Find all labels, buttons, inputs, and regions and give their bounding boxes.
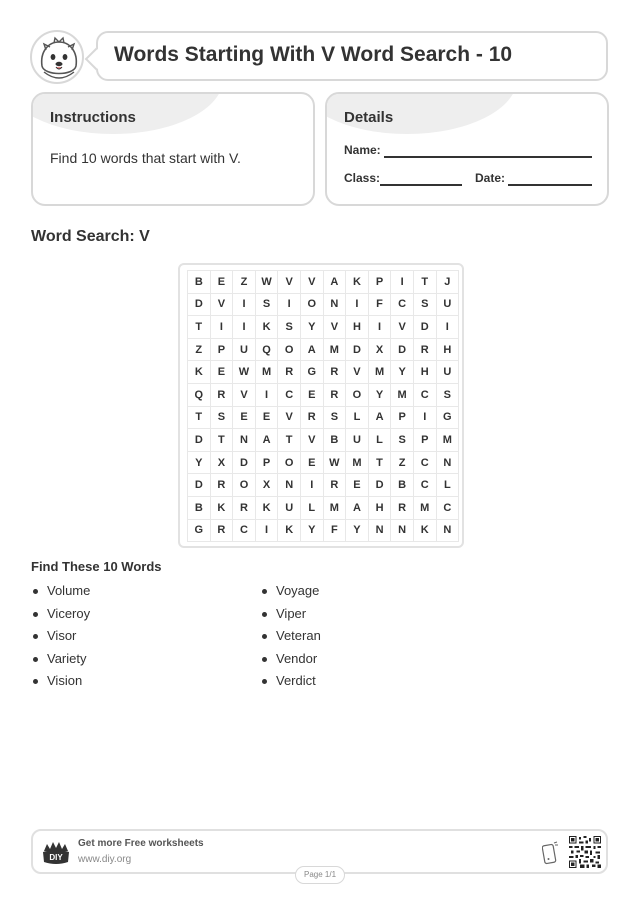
- grid-cell: G: [188, 520, 211, 543]
- word-list-column-2: [260, 583, 321, 696]
- word-item: Visor: [31, 628, 90, 651]
- grid-cell: S: [391, 429, 414, 452]
- grid-cell: N: [437, 452, 460, 475]
- grid-cell: B: [188, 497, 211, 520]
- grid-cell: S: [414, 294, 437, 317]
- grid-cell: U: [346, 429, 369, 452]
- grid-cell: C: [391, 294, 414, 317]
- grid-cell: Y: [369, 384, 392, 407]
- grid-cell: I: [437, 316, 460, 339]
- class-label: Class:: [344, 171, 381, 185]
- grid-cell: I: [278, 294, 301, 317]
- grid-cell: M: [414, 497, 437, 520]
- grid-cell: O: [346, 384, 369, 407]
- grid-cell: K: [278, 520, 301, 543]
- grid-cell: B: [324, 429, 347, 452]
- grid-cell: G: [301, 361, 324, 384]
- puzzle-heading: Word Search: V: [31, 228, 150, 245]
- grid-cell: M: [369, 361, 392, 384]
- grid-cell: D: [346, 339, 369, 362]
- grid-cell: L: [346, 407, 369, 430]
- grid-cell: C: [437, 497, 460, 520]
- name-field[interactable]: [384, 156, 592, 158]
- name-label: Name:: [344, 143, 381, 157]
- phone-icon: [542, 841, 558, 865]
- grid-cell: A: [346, 497, 369, 520]
- qr-code-icon[interactable]: [569, 836, 601, 868]
- grid-cell: H: [346, 316, 369, 339]
- details-heading: Details: [344, 109, 394, 126]
- grid-cell: T: [188, 407, 211, 430]
- grid-cell: V: [211, 294, 234, 317]
- grid-cell: R: [414, 339, 437, 362]
- grid-cell: A: [369, 407, 392, 430]
- instructions-card: [31, 92, 315, 206]
- grid-cell: I: [211, 316, 234, 339]
- grid-cell: R: [324, 384, 347, 407]
- title-banner: [96, 31, 608, 81]
- grid-cell: F: [324, 520, 347, 543]
- grid-cell: A: [301, 339, 324, 362]
- grid-cell: R: [278, 361, 301, 384]
- grid-cell: G: [437, 407, 460, 430]
- grid-cell: V: [301, 271, 324, 294]
- grid-cell: Q: [188, 384, 211, 407]
- grid-cell: E: [256, 407, 279, 430]
- instructions-heading: Instructions: [50, 109, 136, 126]
- grid-cell: S: [211, 407, 234, 430]
- grid-cell: R: [391, 497, 414, 520]
- grid-cell: E: [233, 407, 256, 430]
- grid-cell: R: [211, 474, 234, 497]
- grid-cell: X: [369, 339, 392, 362]
- grid-cell: K: [346, 271, 369, 294]
- grid-cell: D: [188, 474, 211, 497]
- grid-cell: C: [414, 452, 437, 475]
- grid-cell: T: [414, 271, 437, 294]
- grid-cell: K: [414, 520, 437, 543]
- grid-cell: O: [233, 474, 256, 497]
- grid-cell: Z: [233, 271, 256, 294]
- instructions-text: Find 10 words that start with V.: [50, 150, 241, 166]
- grid-cell: I: [233, 294, 256, 317]
- word-list-heading: Find These 10 Words: [31, 559, 162, 574]
- diy-logo[interactable]: [42, 839, 70, 865]
- grid-cell: N: [369, 520, 392, 543]
- grid-cell: D: [391, 339, 414, 362]
- grid-cell: W: [256, 271, 279, 294]
- grid-cell: L: [369, 429, 392, 452]
- word-search-panel: [178, 263, 464, 548]
- grid-cell: E: [301, 452, 324, 475]
- grid-cell: N: [233, 429, 256, 452]
- grid-cell: A: [256, 429, 279, 452]
- grid-cell: I: [346, 294, 369, 317]
- word-item: Viper: [260, 606, 321, 629]
- grid-cell: V: [324, 316, 347, 339]
- grid-cell: T: [278, 429, 301, 452]
- grid-cell: N: [437, 520, 460, 543]
- grid-cell: I: [301, 474, 324, 497]
- grid-cell: T: [188, 316, 211, 339]
- grid-cell: E: [346, 474, 369, 497]
- footer-url[interactable]: www.diy.org: [78, 854, 132, 865]
- details-card: [325, 92, 609, 206]
- class-field[interactable]: [380, 184, 462, 186]
- grid-cell: Y: [346, 520, 369, 543]
- grid-cell: M: [256, 361, 279, 384]
- grid-cell: H: [414, 361, 437, 384]
- grid-cell: I: [369, 316, 392, 339]
- grid-cell: C: [233, 520, 256, 543]
- grid-cell: U: [437, 361, 460, 384]
- grid-cell: Y: [188, 452, 211, 475]
- word-item: Veteran: [260, 628, 321, 651]
- grid-cell: R: [301, 407, 324, 430]
- grid-cell: N: [391, 520, 414, 543]
- grid-cell: H: [437, 339, 460, 362]
- grid-cell: M: [324, 339, 347, 362]
- grid-cell: M: [391, 384, 414, 407]
- grid-cell: Y: [301, 520, 324, 543]
- grid-cell: R: [324, 361, 347, 384]
- grid-cell: V: [278, 271, 301, 294]
- grid-cell: B: [188, 271, 211, 294]
- grid-cell: A: [324, 271, 347, 294]
- grid-cell: E: [301, 384, 324, 407]
- grid-cell: K: [256, 497, 279, 520]
- grid-cell: R: [324, 474, 347, 497]
- word-search-grid: [187, 270, 459, 542]
- word-item: Vision: [31, 673, 90, 696]
- grid-cell: U: [437, 294, 460, 317]
- word-item: Vendor: [260, 651, 321, 674]
- grid-cell: H: [369, 497, 392, 520]
- date-label: Date:: [475, 171, 506, 185]
- grid-cell: P: [414, 429, 437, 452]
- grid-cell: V: [346, 361, 369, 384]
- grid-cell: I: [233, 316, 256, 339]
- grid-cell: M: [324, 497, 347, 520]
- footer-promo: Get more Free worksheets: [78, 838, 204, 849]
- grid-cell: E: [211, 271, 234, 294]
- word-list-column-1: [31, 583, 90, 696]
- grid-cell: C: [278, 384, 301, 407]
- page-number: Page 1/1: [295, 866, 345, 884]
- page-title: Words Starting With V Word Search - 10: [114, 43, 513, 66]
- grid-cell: P: [391, 407, 414, 430]
- grid-cell: Z: [391, 452, 414, 475]
- grid-cell: W: [233, 361, 256, 384]
- grid-cell: X: [211, 452, 234, 475]
- grid-cell: L: [301, 497, 324, 520]
- grid-cell: Y: [301, 316, 324, 339]
- grid-cell: I: [256, 520, 279, 543]
- grid-cell: Q: [256, 339, 279, 362]
- grid-cell: D: [233, 452, 256, 475]
- date-field[interactable]: [508, 184, 592, 186]
- grid-cell: O: [278, 452, 301, 475]
- grid-cell: P: [256, 452, 279, 475]
- mascot-icon: [32, 32, 84, 84]
- grid-cell: S: [324, 407, 347, 430]
- grid-cell: K: [188, 361, 211, 384]
- word-item: Voyage: [260, 583, 321, 606]
- grid-cell: R: [211, 384, 234, 407]
- grid-cell: K: [211, 497, 234, 520]
- grid-cell: I: [391, 271, 414, 294]
- grid-cell: O: [278, 339, 301, 362]
- grid-cell: E: [211, 361, 234, 384]
- grid-cell: I: [256, 384, 279, 407]
- grid-cell: U: [233, 339, 256, 362]
- grid-cell: D: [188, 429, 211, 452]
- grid-cell: M: [437, 429, 460, 452]
- word-item: Volume: [31, 583, 90, 606]
- word-item: Viceroy: [31, 606, 90, 629]
- word-item: Verdict: [260, 673, 321, 696]
- grid-cell: S: [278, 316, 301, 339]
- grid-cell: W: [324, 452, 347, 475]
- grid-cell: D: [369, 474, 392, 497]
- grid-cell: R: [233, 497, 256, 520]
- grid-cell: C: [414, 474, 437, 497]
- grid-cell: O: [301, 294, 324, 317]
- logo-text: DIY: [49, 853, 63, 862]
- grid-cell: P: [211, 339, 234, 362]
- grid-cell: Y: [391, 361, 414, 384]
- grid-cell: C: [414, 384, 437, 407]
- grid-cell: S: [437, 384, 460, 407]
- grid-cell: D: [414, 316, 437, 339]
- grid-cell: B: [391, 474, 414, 497]
- grid-cell: T: [369, 452, 392, 475]
- grid-cell: J: [437, 271, 460, 294]
- grid-cell: X: [256, 474, 279, 497]
- grid-cell: T: [211, 429, 234, 452]
- grid-cell: F: [369, 294, 392, 317]
- grid-cell: P: [369, 271, 392, 294]
- word-item: Variety: [31, 651, 90, 674]
- grid-cell: I: [414, 407, 437, 430]
- grid-cell: V: [301, 429, 324, 452]
- grid-cell: V: [391, 316, 414, 339]
- grid-cell: V: [233, 384, 256, 407]
- mascot-avatar: [30, 30, 84, 84]
- grid-cell: U: [278, 497, 301, 520]
- grid-cell: N: [278, 474, 301, 497]
- grid-cell: D: [188, 294, 211, 317]
- grid-cell: N: [324, 294, 347, 317]
- grid-cell: V: [278, 407, 301, 430]
- grid-cell: Z: [188, 339, 211, 362]
- grid-cell: R: [211, 520, 234, 543]
- grid-cell: K: [256, 316, 279, 339]
- grid-cell: M: [346, 452, 369, 475]
- grid-cell: S: [256, 294, 279, 317]
- grid-cell: L: [437, 474, 460, 497]
- diy-logo-icon: [42, 839, 70, 865]
